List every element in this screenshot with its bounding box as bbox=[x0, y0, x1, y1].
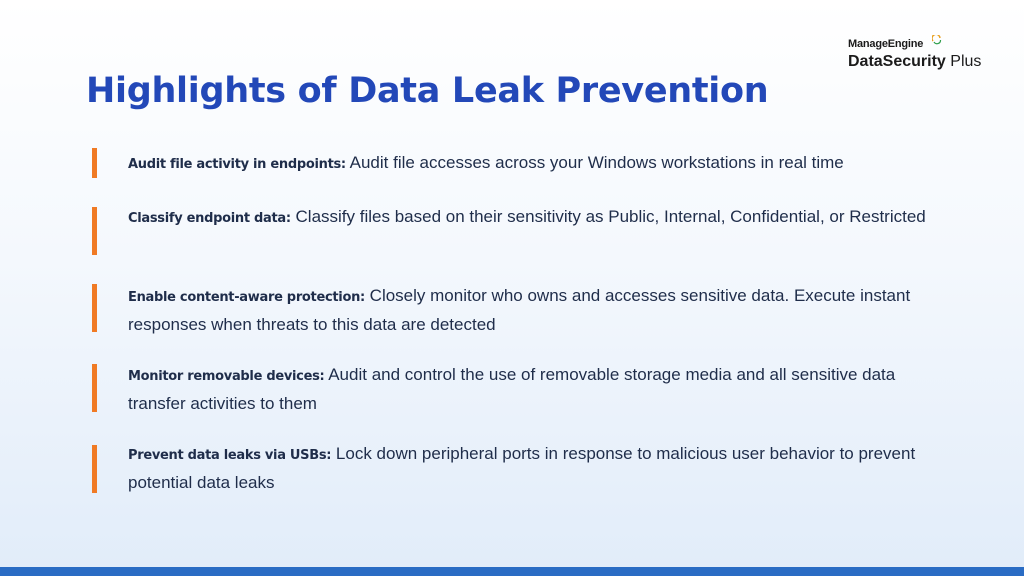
logo-company-text: ManageEngine bbox=[848, 38, 924, 50]
highlight-description: Classify files based on their sensitivity as Public, Internal, Confidential, or Restricted bbox=[290, 207, 926, 226]
logo-product-strong: DataSecurity bbox=[848, 53, 946, 70]
accent-bar bbox=[92, 207, 97, 255]
logo-product-name bbox=[848, 52, 981, 72]
slide-title: Highlights of Data Leak Prevention bbox=[86, 71, 769, 111]
logo-company-name bbox=[848, 38, 981, 51]
accent-bar bbox=[92, 445, 97, 493]
highlight-description: Closely monitor who owns and accesses sensitive data. Execute instant responses when threats to this data are detected bbox=[128, 286, 911, 334]
highlight-text bbox=[128, 441, 928, 496]
logo-product-rest: Plus bbox=[945, 53, 982, 70]
highlight-heading: Monitor removable devices: bbox=[128, 369, 325, 384]
highlight-heading: Classify endpoint data: bbox=[128, 211, 291, 226]
highlight-heading: Enable content-aware protection: bbox=[128, 290, 365, 305]
highlight-text bbox=[128, 362, 928, 417]
highlight-description: Audit and control the use of removable storage media and all sensitive data transfer activities to them bbox=[128, 365, 896, 413]
highlight-text bbox=[128, 283, 928, 338]
highlight-description: Audit file accesses across your Windows workstations in real time bbox=[345, 153, 844, 172]
highlight-text bbox=[128, 204, 928, 233]
brand-logo bbox=[848, 38, 981, 72]
accent-bar bbox=[92, 364, 97, 412]
accent-bar bbox=[92, 284, 97, 332]
logo-swoosh-icon bbox=[932, 35, 942, 45]
bottom-accent-band bbox=[0, 567, 1024, 576]
highlight-heading: Prevent data leaks via USBs: bbox=[128, 448, 332, 463]
highlight-text bbox=[128, 150, 928, 179]
accent-bar bbox=[92, 148, 97, 178]
highlight-description: Lock down peripheral ports in response to malicious user behavior to prevent potential data leaks bbox=[128, 444, 916, 492]
highlight-heading: Audit file activity in endpoints: bbox=[128, 157, 346, 172]
